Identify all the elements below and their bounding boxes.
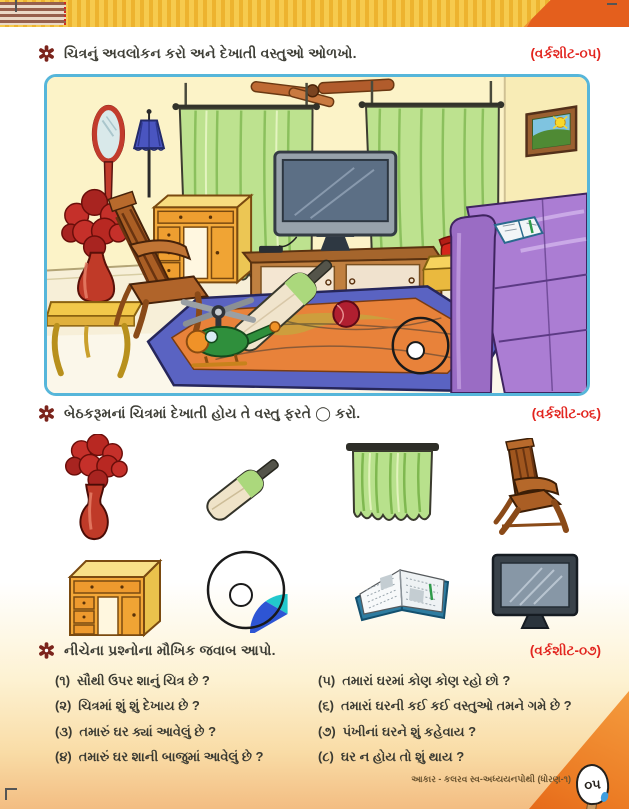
worksheet-label: (વર્કશીટ-૦૬): [531, 405, 601, 421]
questions-left-column: [55, 668, 315, 770]
section-title: બેઠકરૂમનાં ચિત્રમાં દેખાતી હોય તે વસ્તુ ફરતે ◯ કરો.: [64, 405, 361, 421]
section-oral-heading: [38, 642, 601, 659]
desk-icon: [154, 196, 251, 283]
object-flower-vase: [58, 434, 128, 554]
object-chair: [480, 438, 570, 543]
question-2: (૨) ચિત્રમાં શું શું દેખાય છે ?: [55, 698, 200, 714]
object-cricket-bat: [188, 450, 298, 533]
question-3: (૩) તમારું ઘર ક્યાં આવેલું છે ?: [55, 723, 217, 739]
worksheet-label: (વર્કશીટ-૦૭): [529, 642, 601, 658]
flower-bullet-icon: [38, 45, 55, 62]
object-desk: [62, 553, 167, 646]
object-television: [490, 552, 580, 637]
object-open-book: [350, 558, 455, 635]
question-5: (૫) તમારાં ઘરમાં કોણ કોણ રહો છો ?: [318, 672, 511, 688]
question-6: (૬) તમારાં ઘરની કઈ કઈ વસ્તુઓ તમને ગમે છે ?: [318, 698, 572, 714]
sofa-icon: [451, 194, 587, 393]
section-observe-heading: [38, 45, 601, 62]
worksheet-label: (વર્કશીટ-૦૫): [530, 45, 601, 61]
object-beach-ball: [204, 548, 289, 638]
section-circle-heading: [38, 405, 601, 422]
question-1: (૧) સૌથી ઉપર શાનું ચિત્ર છે ?: [55, 672, 210, 688]
picture-frame-icon: [527, 107, 577, 156]
crop-mark: [5, 788, 17, 800]
section-title: નીચેના પ્રશ્નોના મૌખિક જવાબ આપો.: [64, 642, 276, 658]
flower-bullet-icon: [38, 405, 55, 422]
crop-mark: [15, 0, 27, 12]
footer-book-title: આકાર - કલરવ સ્વ-અધ્યયનપોથી (ધોરણ-૧): [411, 774, 571, 784]
question-7: (૭) પંખીનાં ઘરને શું કહેવાય ?: [318, 723, 477, 739]
question-4: (૪) તમારું ઘર શાની બાજુમાં આવેલું છે ?: [55, 749, 264, 765]
crop-mark: [607, 3, 617, 15]
top-border-pattern: [0, 0, 629, 27]
top-left-pattern: [0, 2, 66, 25]
question-8: (૮) ઘર ન હોય તો શું થાય ?: [318, 749, 465, 765]
page-number-badge: ૦૫: [574, 763, 610, 807]
section-title: ચિત્રનું અવલોકન કરો અને દેખાતી વસ્તુઓ ઓળખો.: [64, 45, 357, 61]
living-room-illustration: [44, 74, 590, 396]
flower-bullet-icon: [38, 642, 55, 659]
cricket-ball-icon: [333, 301, 359, 327]
object-curtain: [345, 438, 440, 541]
